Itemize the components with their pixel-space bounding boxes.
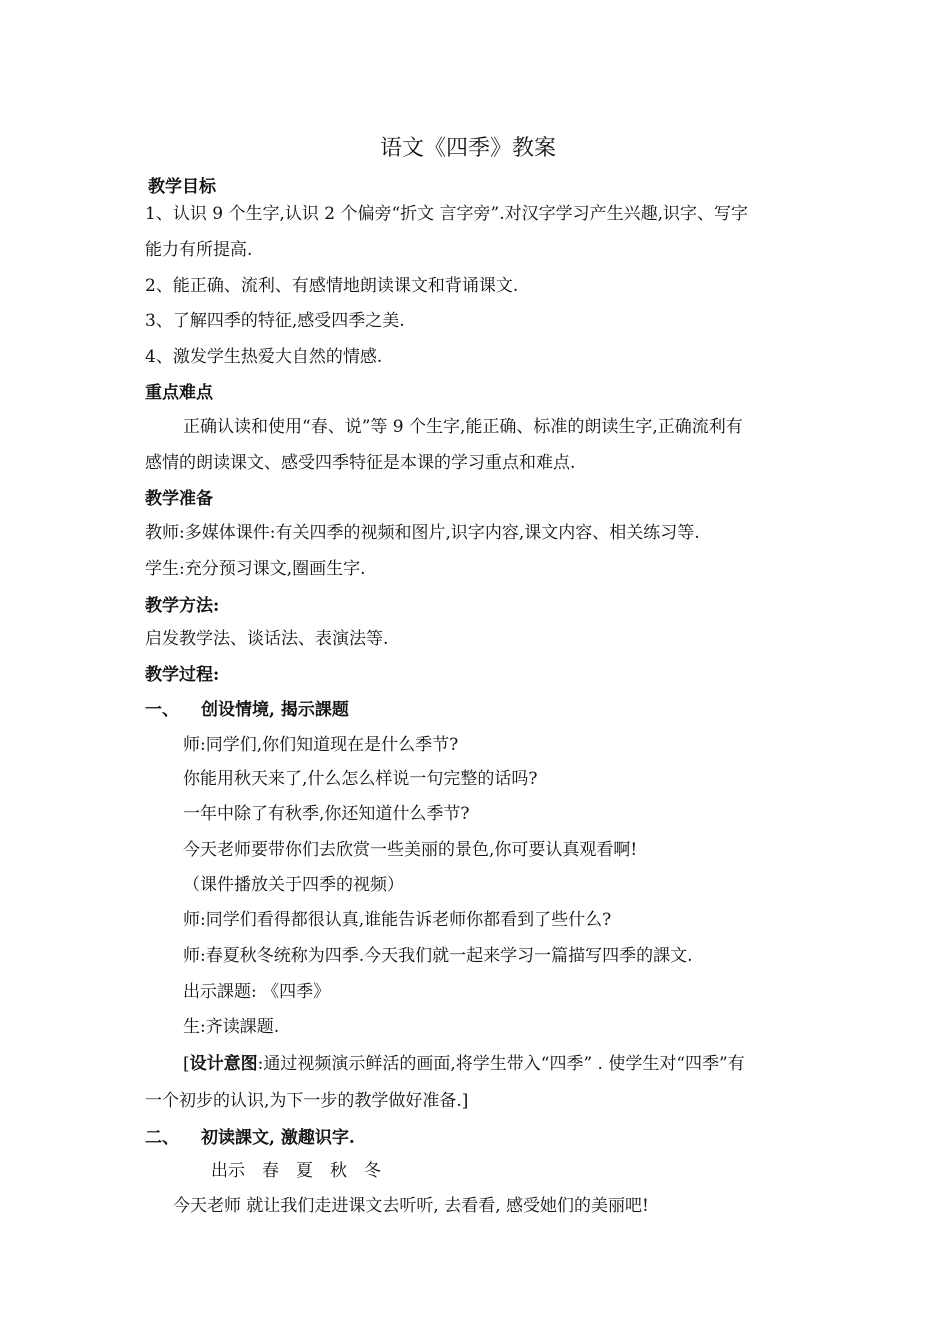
section-2-number: 二、 bbox=[145, 1128, 179, 1148]
design-intent-text: :通过视频演示鲜活的画面,将学生带入“四季” . 使学生对“四季”有 bbox=[257, 1054, 745, 1074]
method-heading: 教学方法: bbox=[145, 596, 220, 616]
section-1-title: 创设情境, 揭示課题 bbox=[201, 700, 349, 720]
section-1-line-6: 师:同学们看得都很认真,谁能告诉老师你都看到了些什么? bbox=[183, 910, 612, 930]
section-2-intro-line: 今天老师 就让我们走进课文去听听, 去看看, 感受她们的美丽吧! bbox=[173, 1196, 649, 1216]
design-intent-line-1 bbox=[183, 1053, 745, 1075]
section-1-line-9: 生:齐读課题. bbox=[183, 1017, 280, 1037]
key-points-heading: 重点难点 bbox=[145, 383, 213, 403]
objective-4: 4、激发学生热爱大自然的情感. bbox=[145, 347, 383, 367]
section-1-line-5: （课件播放关于四季的视频） bbox=[183, 875, 404, 895]
objective-3: 3、了解四季的特征,感受四季之美. bbox=[145, 311, 405, 331]
preparation-student: 学生:充分预习课文,圈画生字. bbox=[145, 559, 366, 579]
design-intent-line-2: 一个初步的认识,为下一步的教学做好准备.] bbox=[145, 1091, 469, 1111]
design-intent-label: 设计意图 bbox=[189, 1054, 258, 1074]
section-1-line-3: 一年中除了有秋季,你还知道什么季节? bbox=[183, 804, 470, 824]
section-2-show-line: 出示 春 夏 秋 冬 bbox=[211, 1161, 381, 1181]
objectives-heading: 教学目标 bbox=[148, 177, 216, 197]
section-1-line-8: 出示課题: 《四季》 bbox=[183, 982, 331, 1002]
design-intent-open-bracket: [ bbox=[183, 1054, 190, 1074]
document-title: 语文《四季》教案 bbox=[380, 136, 557, 161]
process-heading: 教学过程: bbox=[145, 665, 220, 685]
section-1-line-7: 师:春夏秋冬统称为四季.今天我们就一起来学习一篇描写四季的課文. bbox=[183, 946, 693, 966]
objective-2: 2、能正确、流利、有感情地朗读课文和背诵课文. bbox=[145, 276, 519, 296]
key-points-line-2: 感情的朗读课文、感受四季特征是本课的学习重点和难点. bbox=[145, 453, 576, 473]
preparation-teacher: 教师:多媒体课件:有关四季的视频和图片,识字内容,课文内容、相关练习等. bbox=[145, 523, 700, 543]
method-text: 启发教学法、谈话法、表演法等. bbox=[145, 629, 389, 649]
section-1-line-1: 师:同学们,你们知道现在是什么季节? bbox=[183, 735, 459, 755]
key-points-line-1: 正确认读和使用“春、说”等 9 个生字,能正确、标准的朗读生字,正确流利有 bbox=[183, 417, 743, 437]
objective-1-line-2: 能力有所提高. bbox=[145, 240, 253, 260]
section-1-number: 一、 bbox=[145, 700, 179, 720]
objective-1-line-1: 1、认识 9 个生字,认识 2 个偏旁“折文 言字旁”.对汉字学习产生兴趣,识字、写字 bbox=[145, 204, 749, 224]
preparation-heading: 教学准备 bbox=[145, 489, 213, 509]
section-1-line-2: 你能用秋天来了,什么怎么样说一句完整的话吗? bbox=[183, 769, 538, 789]
section-2-title: 初读課文, 激趣识字. bbox=[201, 1128, 355, 1148]
section-1-line-4: 今天老师要带你们去欣赏一些美丽的景色,你可要认真观看啊! bbox=[183, 840, 638, 860]
